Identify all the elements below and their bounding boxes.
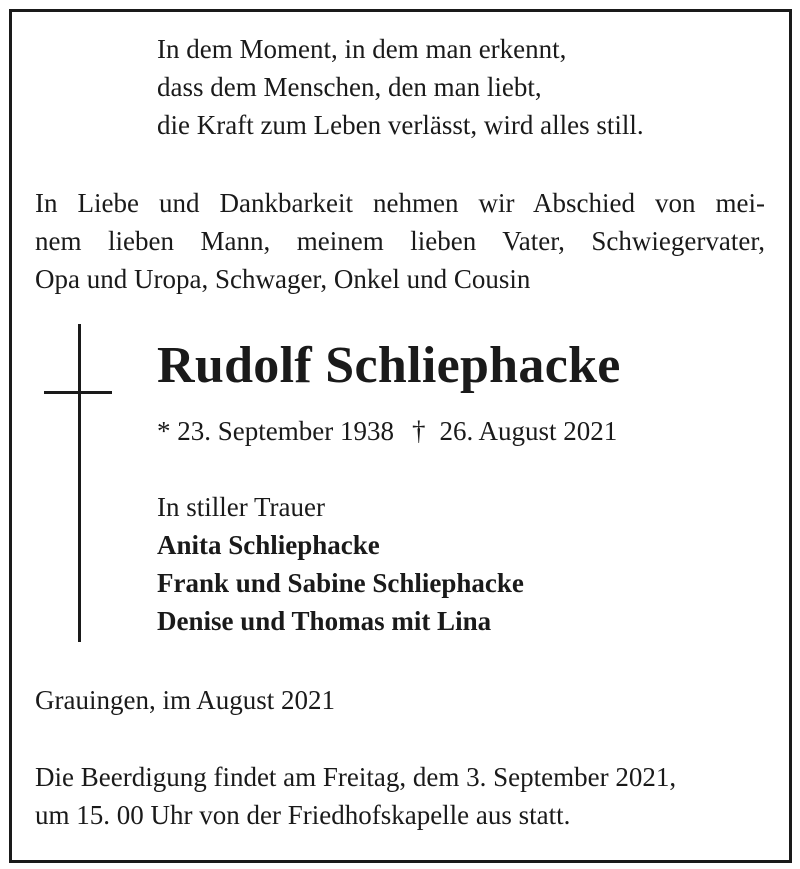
intro-line: In Liebe und Dankbarkeit nehmen wir Abschied von mei- (35, 188, 765, 218)
mourners-block (157, 488, 524, 640)
funeral-line: um 15. 00 Uhr von der Friedhofskapelle aus statt. (35, 800, 571, 830)
deceased-name: Rudolf Schliephacke (157, 337, 621, 394)
poem-line: dass dem Menschen, den man liebt, (157, 72, 542, 102)
poem-line: die Kraft zum Leben verlässt, wird alles still. (157, 110, 644, 140)
dagger-icon: † (411, 416, 426, 446)
mourners-heading: In stiller Trauer (157, 492, 325, 522)
cross-icon-vertical (78, 324, 81, 642)
mourner-name: Anita Schliephacke (157, 530, 380, 560)
funeral-notice (35, 758, 676, 834)
intro-line: nem lieben Mann, meinem lieben Vater, Schwiegervater, (35, 226, 765, 256)
life-dates (157, 412, 617, 450)
cross-icon-horizontal (44, 391, 112, 394)
intro-line: Opa und Uropa, Schwager, Onkel und Cousin (35, 264, 531, 294)
mourner-name: Denise und Thomas mit Lina (157, 606, 492, 636)
place-and-date: Grauingen, im August 2021 (35, 685, 335, 715)
intro-paragraph (35, 184, 765, 298)
funeral-line: Die Beerdigung findet am Freitag, dem 3. September 2021, (35, 762, 677, 792)
birth-date: * 23. September 1938 (157, 416, 394, 446)
mourner-name: Frank und Sabine Schliephacke (157, 568, 524, 598)
poem-line: In dem Moment, in dem man erkennt, (157, 34, 567, 64)
death-date: 26. August 2021 (439, 416, 618, 446)
poem-verse (157, 30, 644, 144)
